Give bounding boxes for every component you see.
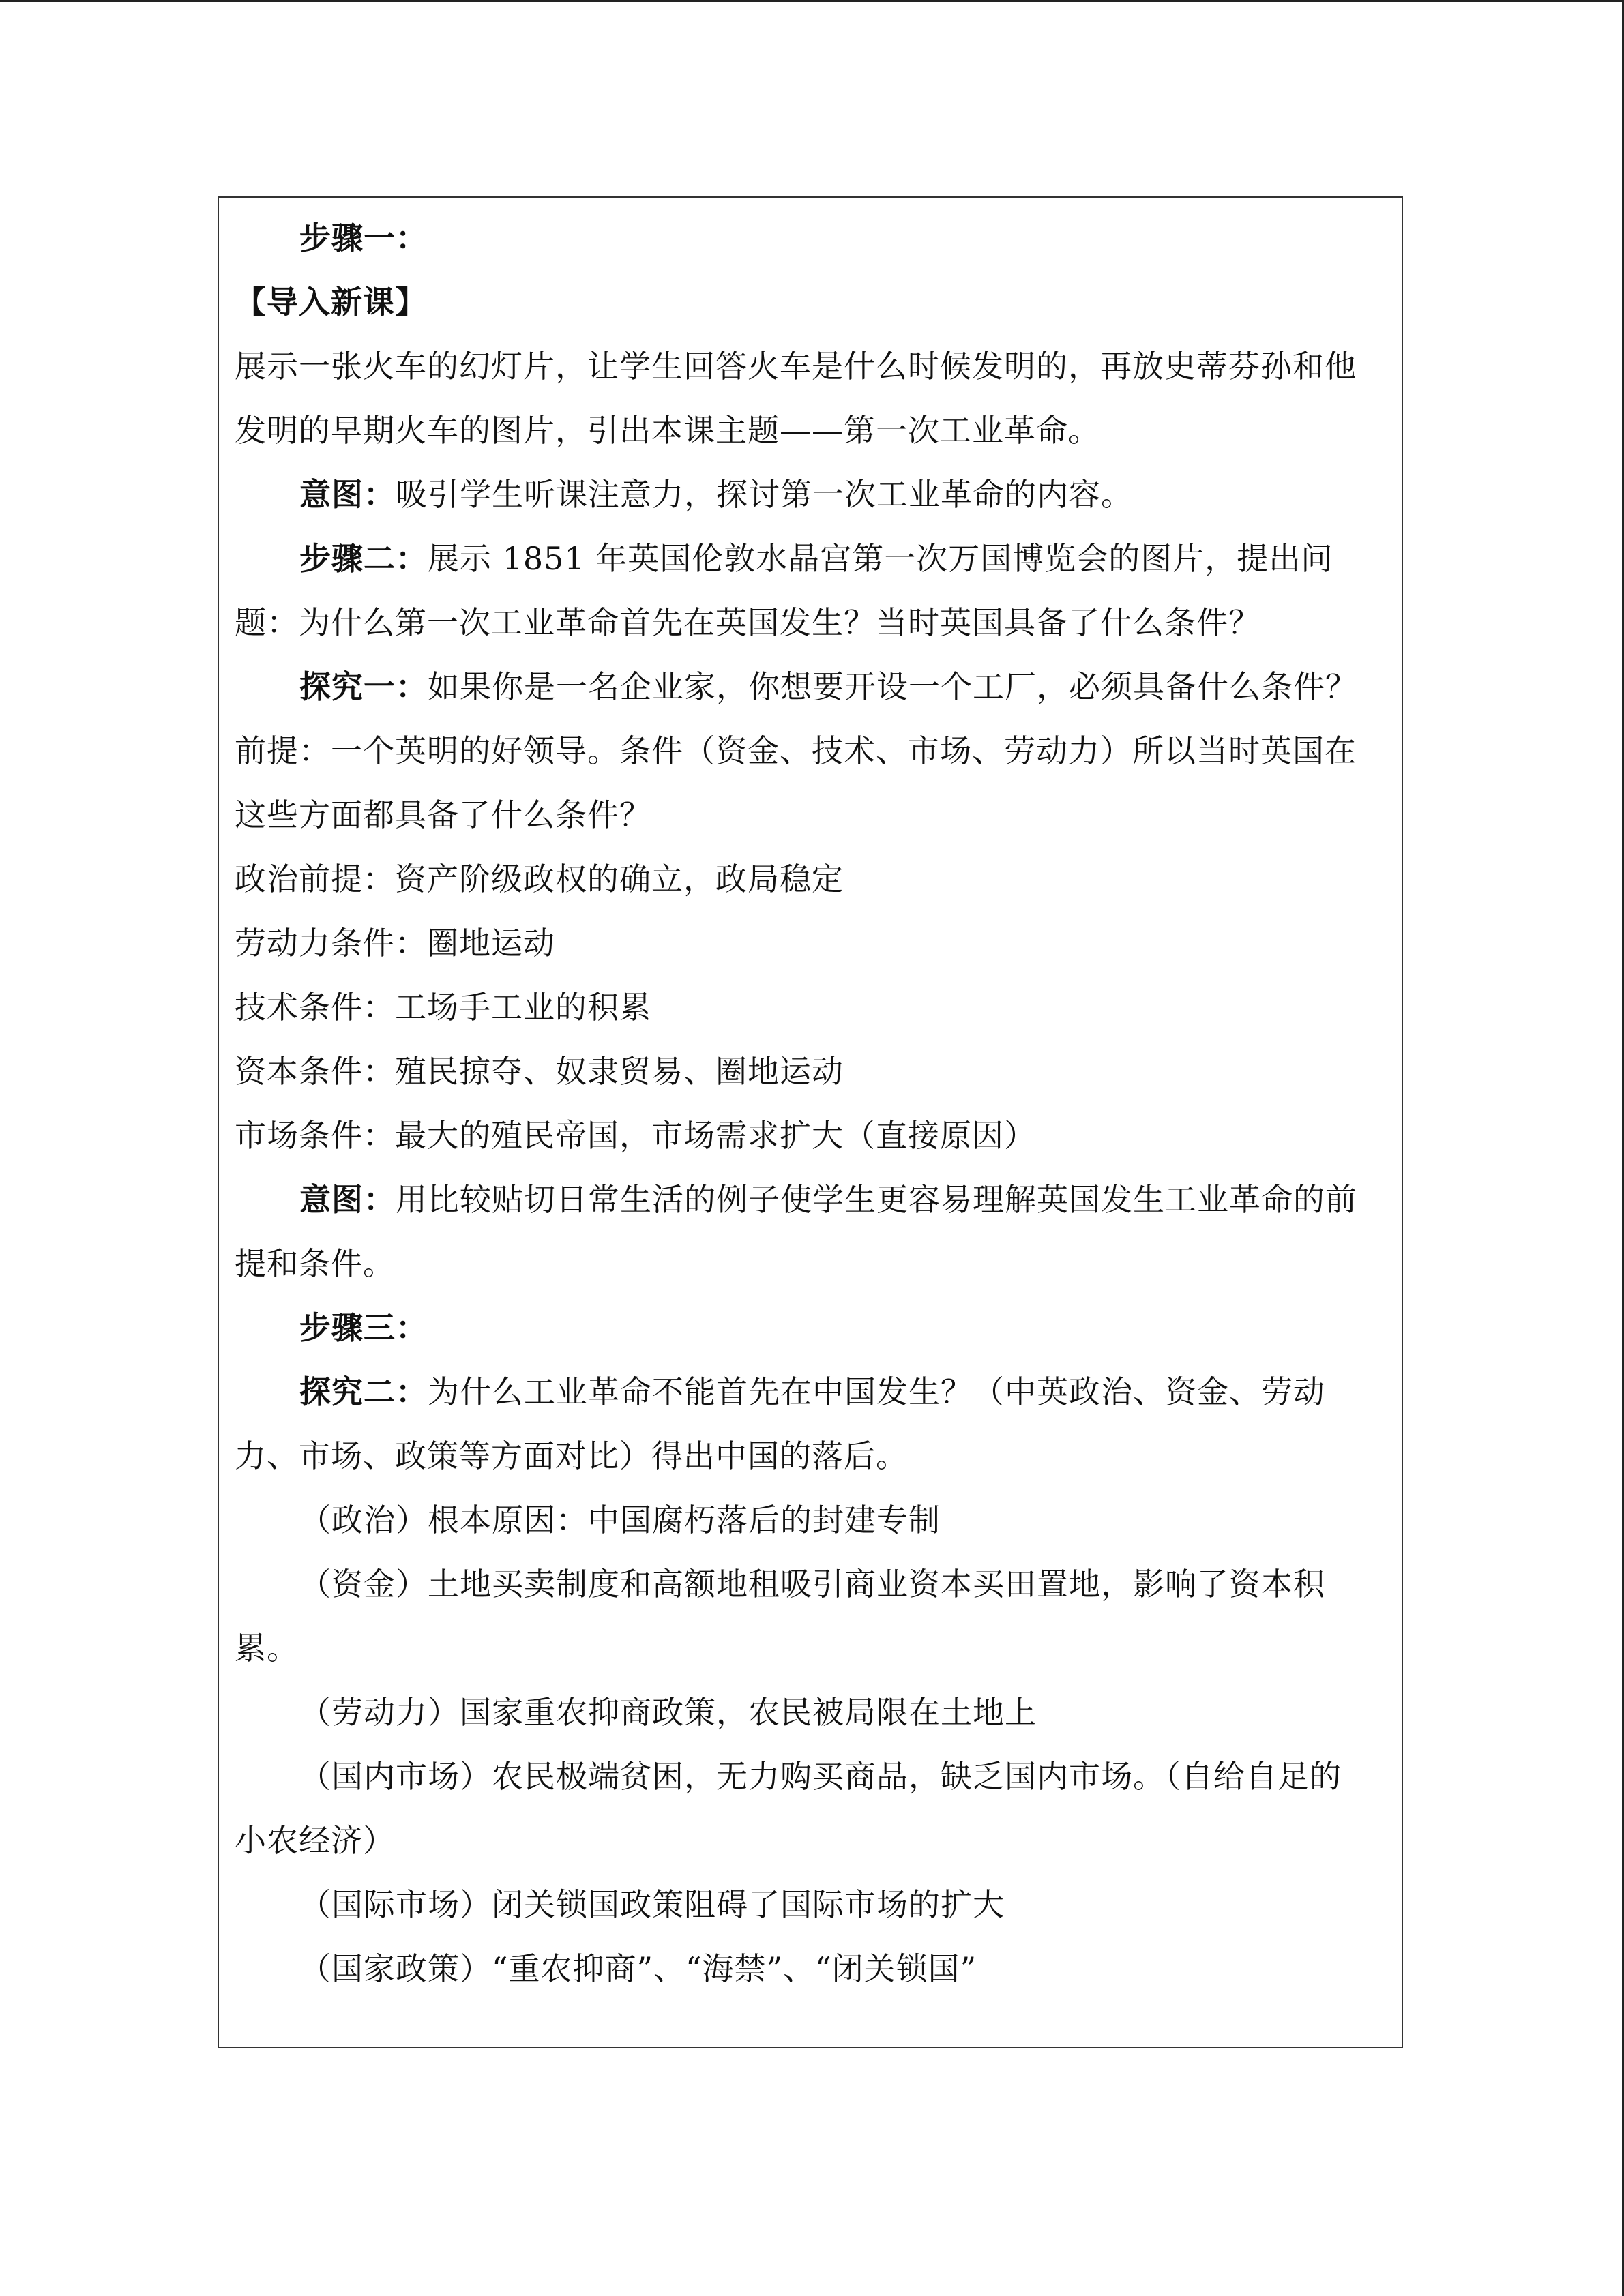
line-text: （政治）根本原因：中国腐朽落后的封建专制 xyxy=(299,1502,941,1538)
explore-one-label: 探究一： xyxy=(299,668,428,705)
paragraph-line xyxy=(235,783,1387,847)
intro-heading xyxy=(235,270,1387,334)
line-text: 展示 1851 年英国伦敦水晶宫第一次万国博览会的图片，提出问 xyxy=(428,540,1333,577)
explore-two-line xyxy=(235,1360,1387,1424)
comparison-line xyxy=(235,1744,1387,1808)
line-text: 用比较贴切日常生活的例子使学生更容易理解英国发生工业革命的前 xyxy=(396,1181,1357,1218)
line-text: （资金）土地买卖制度和高额地租吸引商业资本买田置地，影响了资本积 xyxy=(299,1566,1325,1602)
line-text: 展示一张火车的幻灯片，让学生回答火车是什么时候发明的，再放史蒂芬孙和他 xyxy=(235,348,1357,385)
paragraph-line xyxy=(235,1232,1387,1296)
step-one-label: 步骤一： xyxy=(299,220,428,256)
condition-line xyxy=(235,1039,1387,1103)
comparison-line xyxy=(235,1552,1387,1616)
paragraph-line xyxy=(235,719,1387,783)
intro-label: 【导入新课】 xyxy=(235,284,427,320)
step-three-heading xyxy=(235,1296,1387,1360)
page-top-edge xyxy=(0,0,1624,2)
intent-label: 意图： xyxy=(299,1181,396,1218)
explore-two-label: 探究二： xyxy=(299,1373,428,1410)
line-text: 累。 xyxy=(235,1630,299,1667)
paragraph-line xyxy=(235,1424,1387,1488)
lesson-content-box xyxy=(218,196,1403,2048)
intent-two-line xyxy=(235,1167,1387,1232)
paragraph-line xyxy=(235,1616,1387,1680)
paragraph-line xyxy=(235,334,1387,398)
step-two-label: 步骤二： xyxy=(299,540,428,577)
condition-line xyxy=(235,1103,1387,1167)
paragraph-line xyxy=(235,1808,1387,1873)
intent-one-line xyxy=(235,462,1387,526)
line-text: 劳动力条件：圈地运动 xyxy=(235,925,555,961)
line-text: 小农经济） xyxy=(235,1822,395,1859)
line-text: 发明的早期火车的图片，引出本课主题——第一次工业革命。 xyxy=(235,412,1100,449)
comparison-line xyxy=(235,1488,1387,1552)
paragraph-line xyxy=(235,591,1387,655)
line-text: 吸引学生听课注意力，探讨第一次工业革命的内容。 xyxy=(396,476,1133,513)
line-text: （国内市场）农民极端贫困，无力购买商品，缺乏国内市场。（自给自足的 xyxy=(299,1758,1342,1795)
explore-one-line xyxy=(235,655,1387,719)
comparison-line xyxy=(235,1937,1387,2001)
line-text: 提和条件。 xyxy=(235,1245,395,1282)
paragraph-line xyxy=(235,398,1387,462)
line-text: 前提：一个英明的好领导。条件（资金、技术、市场、劳动力）所以当时英国在 xyxy=(235,732,1357,769)
line-text: 力、市场、政策等方面对比）得出中国的落后。 xyxy=(235,1437,908,1474)
line-text: 政治前提：资产阶级政权的确立，政局稳定 xyxy=(235,861,844,897)
line-text: （劳动力）国家重农抑商政策，农民被局限在土地上 xyxy=(299,1694,1037,1731)
step-three-label: 步骤三： xyxy=(299,1309,428,1346)
line-text: 题：为什么第一次工业革命首先在英国发生？当时英国具备了什么条件？ xyxy=(235,604,1260,641)
comparison-line xyxy=(235,1680,1387,1744)
line-text: 技术条件：工场手工业的积累 xyxy=(235,989,651,1026)
line-text: （国际市场）闭关锁国政策阻碍了国际市场的扩大 xyxy=(299,1886,1005,1923)
comparison-line xyxy=(235,1873,1387,1937)
condition-line xyxy=(235,911,1387,975)
line-text: 资本条件：殖民掠夺、奴隶贸易、圈地运动 xyxy=(235,1053,844,1090)
lesson-text xyxy=(235,206,1387,2001)
condition-line xyxy=(235,847,1387,911)
line-text: 这些方面都具备了什么条件？ xyxy=(235,796,651,833)
step-two-line xyxy=(235,526,1387,591)
condition-line xyxy=(235,975,1387,1039)
step-one-heading xyxy=(235,206,1387,270)
intent-label: 意图： xyxy=(299,476,396,513)
line-text: （国家政策）“重农抑商”、“海禁”、“闭关锁国” xyxy=(299,1950,977,1987)
line-text: 市场条件：最大的殖民帝国，市场需求扩大（直接原因） xyxy=(235,1117,1036,1154)
line-text: 为什么工业革命不能首先在中国发生？（中英政治、资金、劳动 xyxy=(428,1373,1325,1410)
line-text: 如果你是一名企业家，你想要开设一个工厂，必须具备什么条件？ xyxy=(428,668,1357,705)
